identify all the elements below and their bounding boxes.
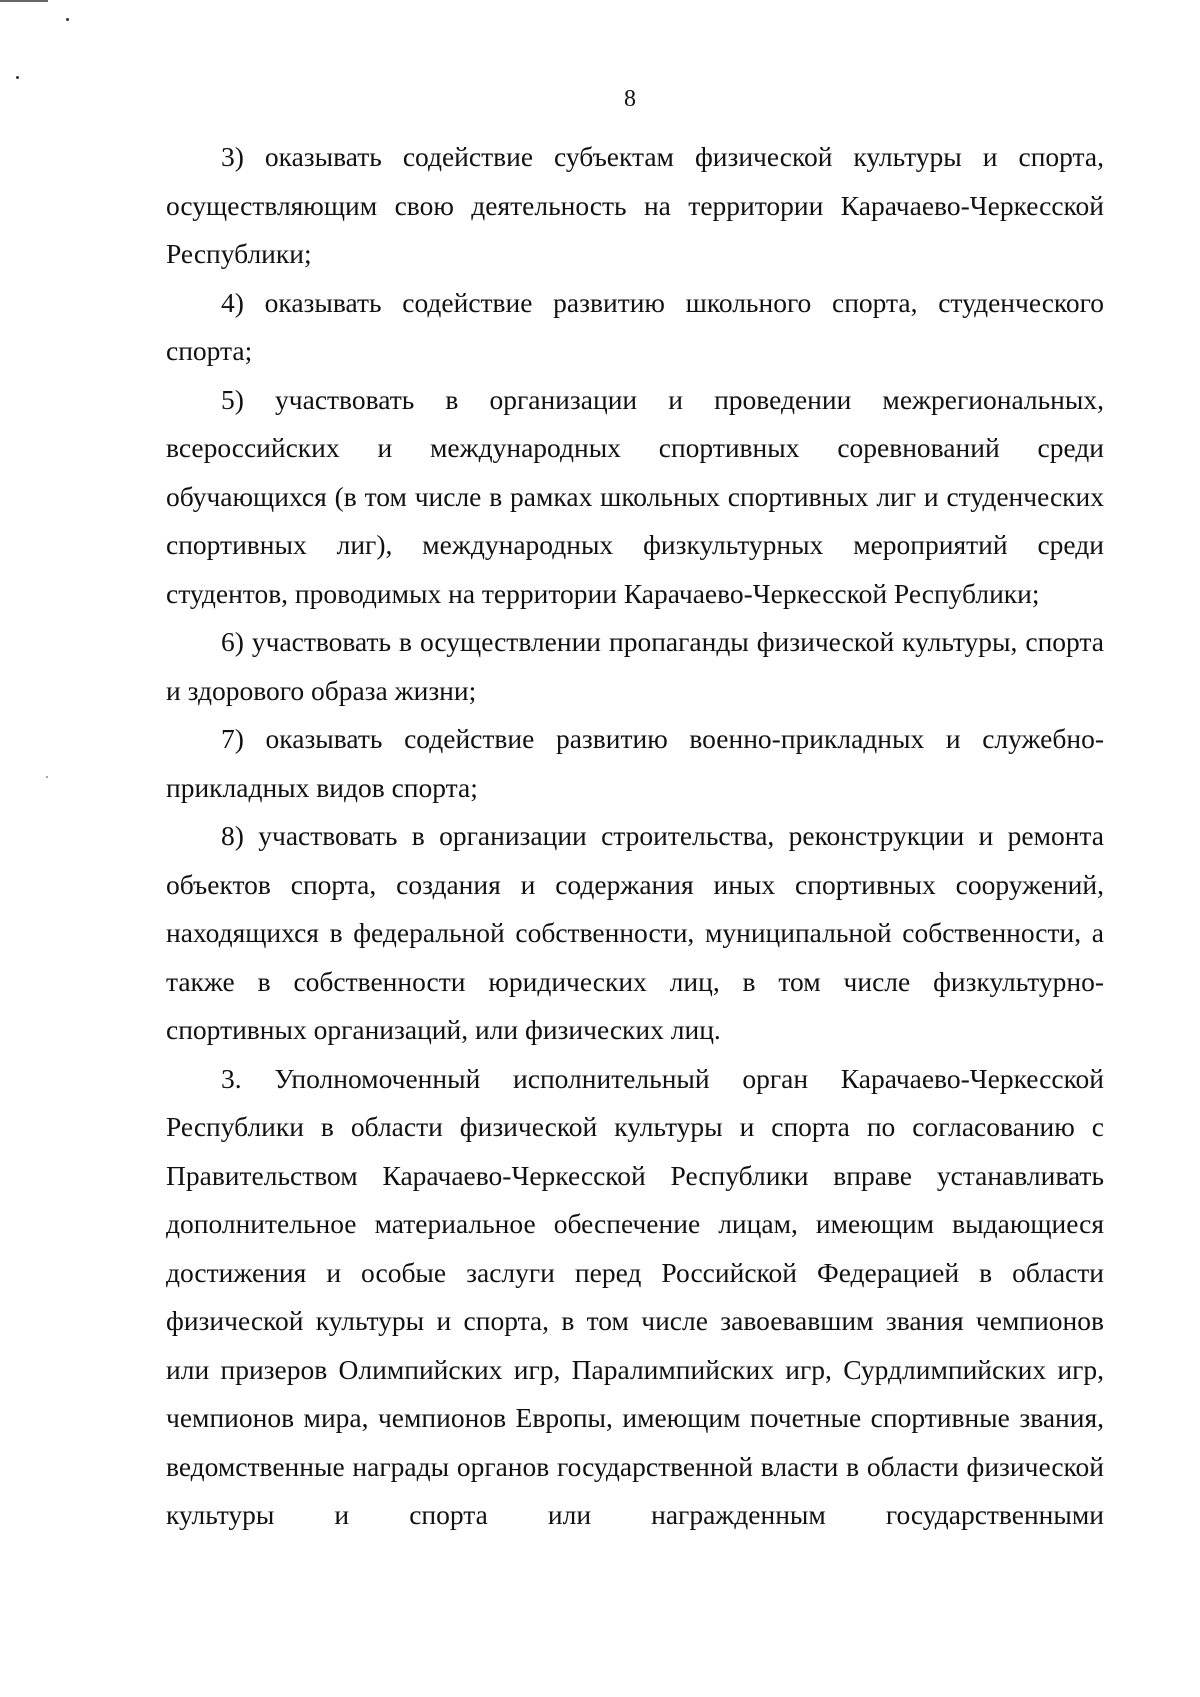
scan-speck — [16, 76, 19, 79]
paragraph-item-6: 6) участвовать в осуществлении пропаганды физической культуры, спорта и здорового образа жизни; — [166, 626, 1104, 706]
scan-corner-mark — [0, 0, 48, 2]
document-body — [166, 133, 1104, 1540]
paragraph-item-4: 4) оказывать содействие развитию школьного спорта, студенческого спорта; — [166, 286, 1104, 366]
paragraph-item-7: 7) оказывать содействие развитию военно-прикладных и служебно-прикладных видов спорта; — [166, 723, 1104, 803]
paragraph-item-3: 3) оказывать содействие субъектам физической культуры и спорта, осуществляющим свою деятельность на территории Карачаево-Черкесской Республики; — [166, 141, 1104, 269]
paragraph-item-5: 5) участвовать в организации и проведении межрегиональных, всероссийских и международных спортивных соревнований среди обучающихся (в том числе в рамках школьных спортивных лиг и студенческих спортивных лиг), международных физкультурных мероприятий среди студентов, проводимых на территории Карачаево-Черкесской Республики; — [166, 383, 1104, 609]
scan-speck — [46, 776, 48, 778]
page-number: 8 — [624, 86, 636, 112]
paragraph-section-3: 3. Уполномоченный исполнительный орган Карачаево-Черкесской Республики в области физической культуры и спорта по согласованию с Правительством Карачаево-Черкесской Республики вправе устанавливать дополнительное материальное обеспечение лицам, имеющим выдающиеся достижения и особые заслуги перед Российской Федерацией в области физической культуры и спорта, в том числе завоевавшим звания чемпионов или призеров Олимпийских игр, Паралимпийских игр, Сурдлимпийских игр, чемпионов мира, чемпионов Европы, имеющим почетные спортивные звания, ведомственные награды органов государственной власти в области физической культуры и спорта или награжденным государственными — [166, 1062, 1104, 1530]
paragraph-item-8: 8) участвовать в организации строительства, реконструкции и ремонта объектов спорта, создания и содержания иных спортивных сооружений, находящихся в федеральной собственности, муниципальной собственности, а также в собственности юридических лиц, в том числе физкультурно-спортивных организаций, или физических лиц. — [166, 820, 1104, 1045]
scan-speck — [66, 18, 69, 21]
